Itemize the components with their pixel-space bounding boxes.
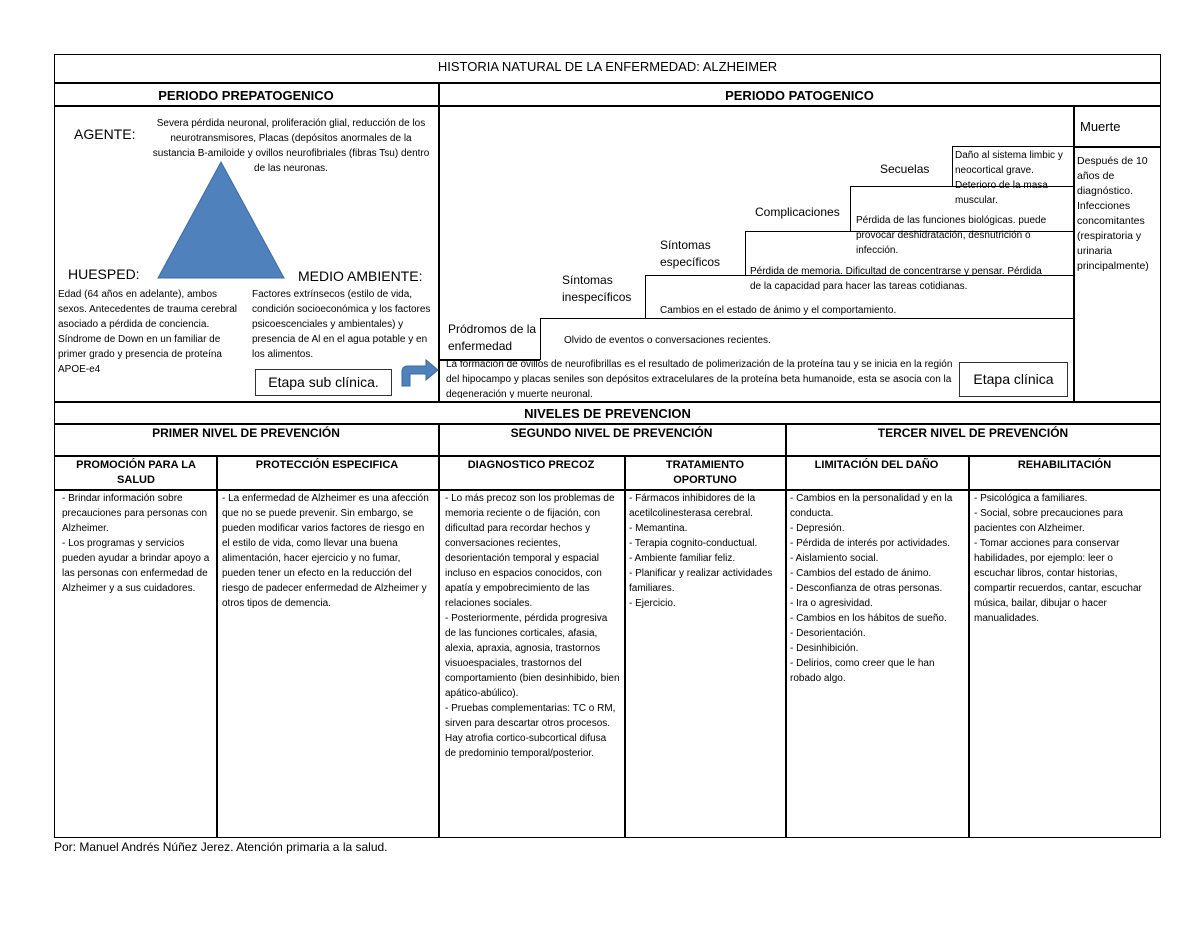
col-header-tratamiento: TRATAMIENTO OPORTUNO [665,459,745,486]
muerte-text: Después de 10 años de diagnóstico. Infecciones concomitantes (respiratoria y urinaria principalmente) [1077,155,1149,272]
col-text-tratamiento: - Fármacos inhibidores de la acetilcolinesterasa cerebral. - Memantina. - Terapia cognito-conductual. - Ambiente familiar feliz. - Planificar y realizar actividades familiares. - Ejercicio. [629,493,773,609]
patogenico-header: PERIODO PATOGENICO [725,88,874,103]
tercer-nivel-header: TERCER NIVEL DE PREVENCIÓN [877,426,1069,440]
document-title: HISTORIA NATURAL DE LA ENFERMEDAD: ALZHEIMER [437,59,778,74]
prepatogenico-header: PERIODO PREPATOGENICO [158,88,334,103]
col-header-rehabilitacion: REHABILITACIÓN [1017,459,1112,471]
agente-text: Severa pérdida neuronal, proliferación glial, reducción de los neurotransmisores, Placas (depósitos anormales de la sustancia B-amiloide y ovillos neurofibriales (fibras Tsu) dentro de las neuronas. [152,118,430,174]
divider [438,82,440,402]
segundo-nivel-header: SEGUNDO NIVEL DE PREVENCIÓN [510,426,713,440]
primer-nivel-header: PRIMER NIVEL DE PREVENCIÓN [152,426,340,440]
col-text-diagnostico: - Lo más precoz son los problemas de memoria reciente o de fijación, con dificultad para recordar hechos y conversaciones recientes, desorientación temporal y espacial incluso en espacios conocidos, con apatía y empobrecimiento de las relaciones sociales. - Posteriormente, pérdida progresiva de las funciones corticales, afasia, alexia, apraxia, agnosia, trastornos visuoespaciales, trastornos del comportamiento (bien desinhibido, bien apático-abúlico). - Pruebas complementarias: TC o RM, sirven para descartar otros procesos. Hay atrofia cortico-subcortical difusa de predominio temporal/posterior. [445,493,620,759]
divider [54,105,1161,107]
divider [54,401,1161,403]
stage-prodromos: Pródromos de la enfermedad [448,322,537,353]
divider [216,455,218,838]
stage-complicaciones: Complicaciones [755,205,840,219]
col-text-promocion: - Brindar información sobre precauciones para personas con Alzheimer. - Los programas y servicios pueden ayudar a brindar apoyo a las personas con enfermedad de Alzheimer y a sus cuidadores. [62,493,210,594]
divider [438,423,440,838]
col-text-proteccion: - La enfermedad de Alzheimer es una afección que no se puede prevenir. Sin embargo, se pueden modificar varios factores de riesgo en el estilo de vida, como llevar una buena alimentación, hacer ejercicio y no fumar, pueden tener un efecto en la reducción del riesgo de padecer enfermedad de Alzheimer y otros tipos de demencia. [222,493,429,609]
etapa-clinica-box: Etapa clínica [959,362,1068,397]
stage-secuelas: Secuelas [880,162,930,176]
horizonte-clinico-text: La formación de ovillos de neurofibrillas es el resultado de polimerización de la proteína tau y se inicia en la región del hipocampo y placas seniles son depósitos extracelulares de la proteína beta humanoide, esta se asocia con la degeneración y muerte neuronal. [446,359,953,398]
triangle-icon [156,160,286,280]
huesped-text: Edad (64 años en adelante), ambos sexos. Antecedentes de trauma cerebral asociado a pérdida de conciencia. Síndrome de Down en un familiar de primer grado y presencia de proteína APOE-e4 [58,289,237,375]
footer-credit: Por: Manuel Andrés Núñez Jerez. Atención primaria a la salud. [54,840,388,854]
col-text-rehabilitacion: - Psicológica a familiares. - Social, sobre precauciones para pacientes con Alzheimer. - Tomar acciones para conservar habilidades, por ejemplo: leer o escuchar libros, contar historias, compartir recuerdos, cantar, escuchar música, bailar, dibujar o hacer manualidades. [974,493,1142,624]
divider [1073,146,1161,148]
niveles-header: NIVELES DE PREVENCION [524,406,691,421]
agente-label: AGENTE: [74,126,136,142]
desc-complicaciones: Pérdida de las funciones biológicas. puede provocar deshidratación, desnutrición o infección. [856,215,1047,256]
divider [54,423,1161,425]
stage-sintomas-inespecificos: Síntomas inespecíficos [562,273,632,304]
desc-secuelas: Daño al sistema limbic y neocortical grave. Deterioro de la masa muscular. [955,150,1063,206]
col-header-diagnostico: DIAGNOSTICO PRECOZ [467,459,595,471]
divider [54,455,1161,457]
col-header-limitacion: LIMITACIÓN DEL DAÑO [814,459,939,471]
divider [624,455,626,838]
muerte-label: Muerte [1080,119,1121,134]
huesped-label: HUESPED: [68,266,140,282]
desc-inespecificos: Cambios en el estado de ánimo y el comportamiento. [660,305,897,316]
divider [1073,105,1075,402]
etapa-subclinica-box: Etapa sub clínica. [255,369,392,396]
col-header-promocion: PROMOCIÓN PARA LA SALUD [76,459,196,486]
stage-sintomas-especificos: Síntomas específicos [660,238,721,269]
col-text-limitacion: - Cambios en la personalidad y en la conducta. - Depresión. - Pérdida de interés por actividades. - Aislamiento social. - Cambios del estado de ánimo. - Desconfianza de otras personas. - Ira o agresividad. - Cambios en los hábitos de sueño. - Desorientación. - Desinhibición. - Delirios, como creer que le han robado algo. [790,493,953,684]
arrow-right-icon [396,358,440,388]
col-header-proteccion: PROTECCIÓN ESPECIFICA [255,459,399,471]
divider [968,455,970,838]
medio-ambiente-text: Factores extrínsecos (estilo de vida, condición socioeconómica y los factores psicoescenciales y ambientales) y presencia de Al en el agua potable y en los alimentos. [252,289,431,360]
divider [54,82,1161,84]
desc-especificos: Pérdida de memoria. Dificultad de concentrarse y pensar. Pérdida de la capacidad para hacer las tareas cotidianas. [750,266,1042,292]
divider [785,423,787,838]
medio-ambiente-label: MEDIO AMBIENTE: [298,268,423,284]
desc-prodromos: Olvido de eventos o conversaciones recientes. [564,335,771,346]
